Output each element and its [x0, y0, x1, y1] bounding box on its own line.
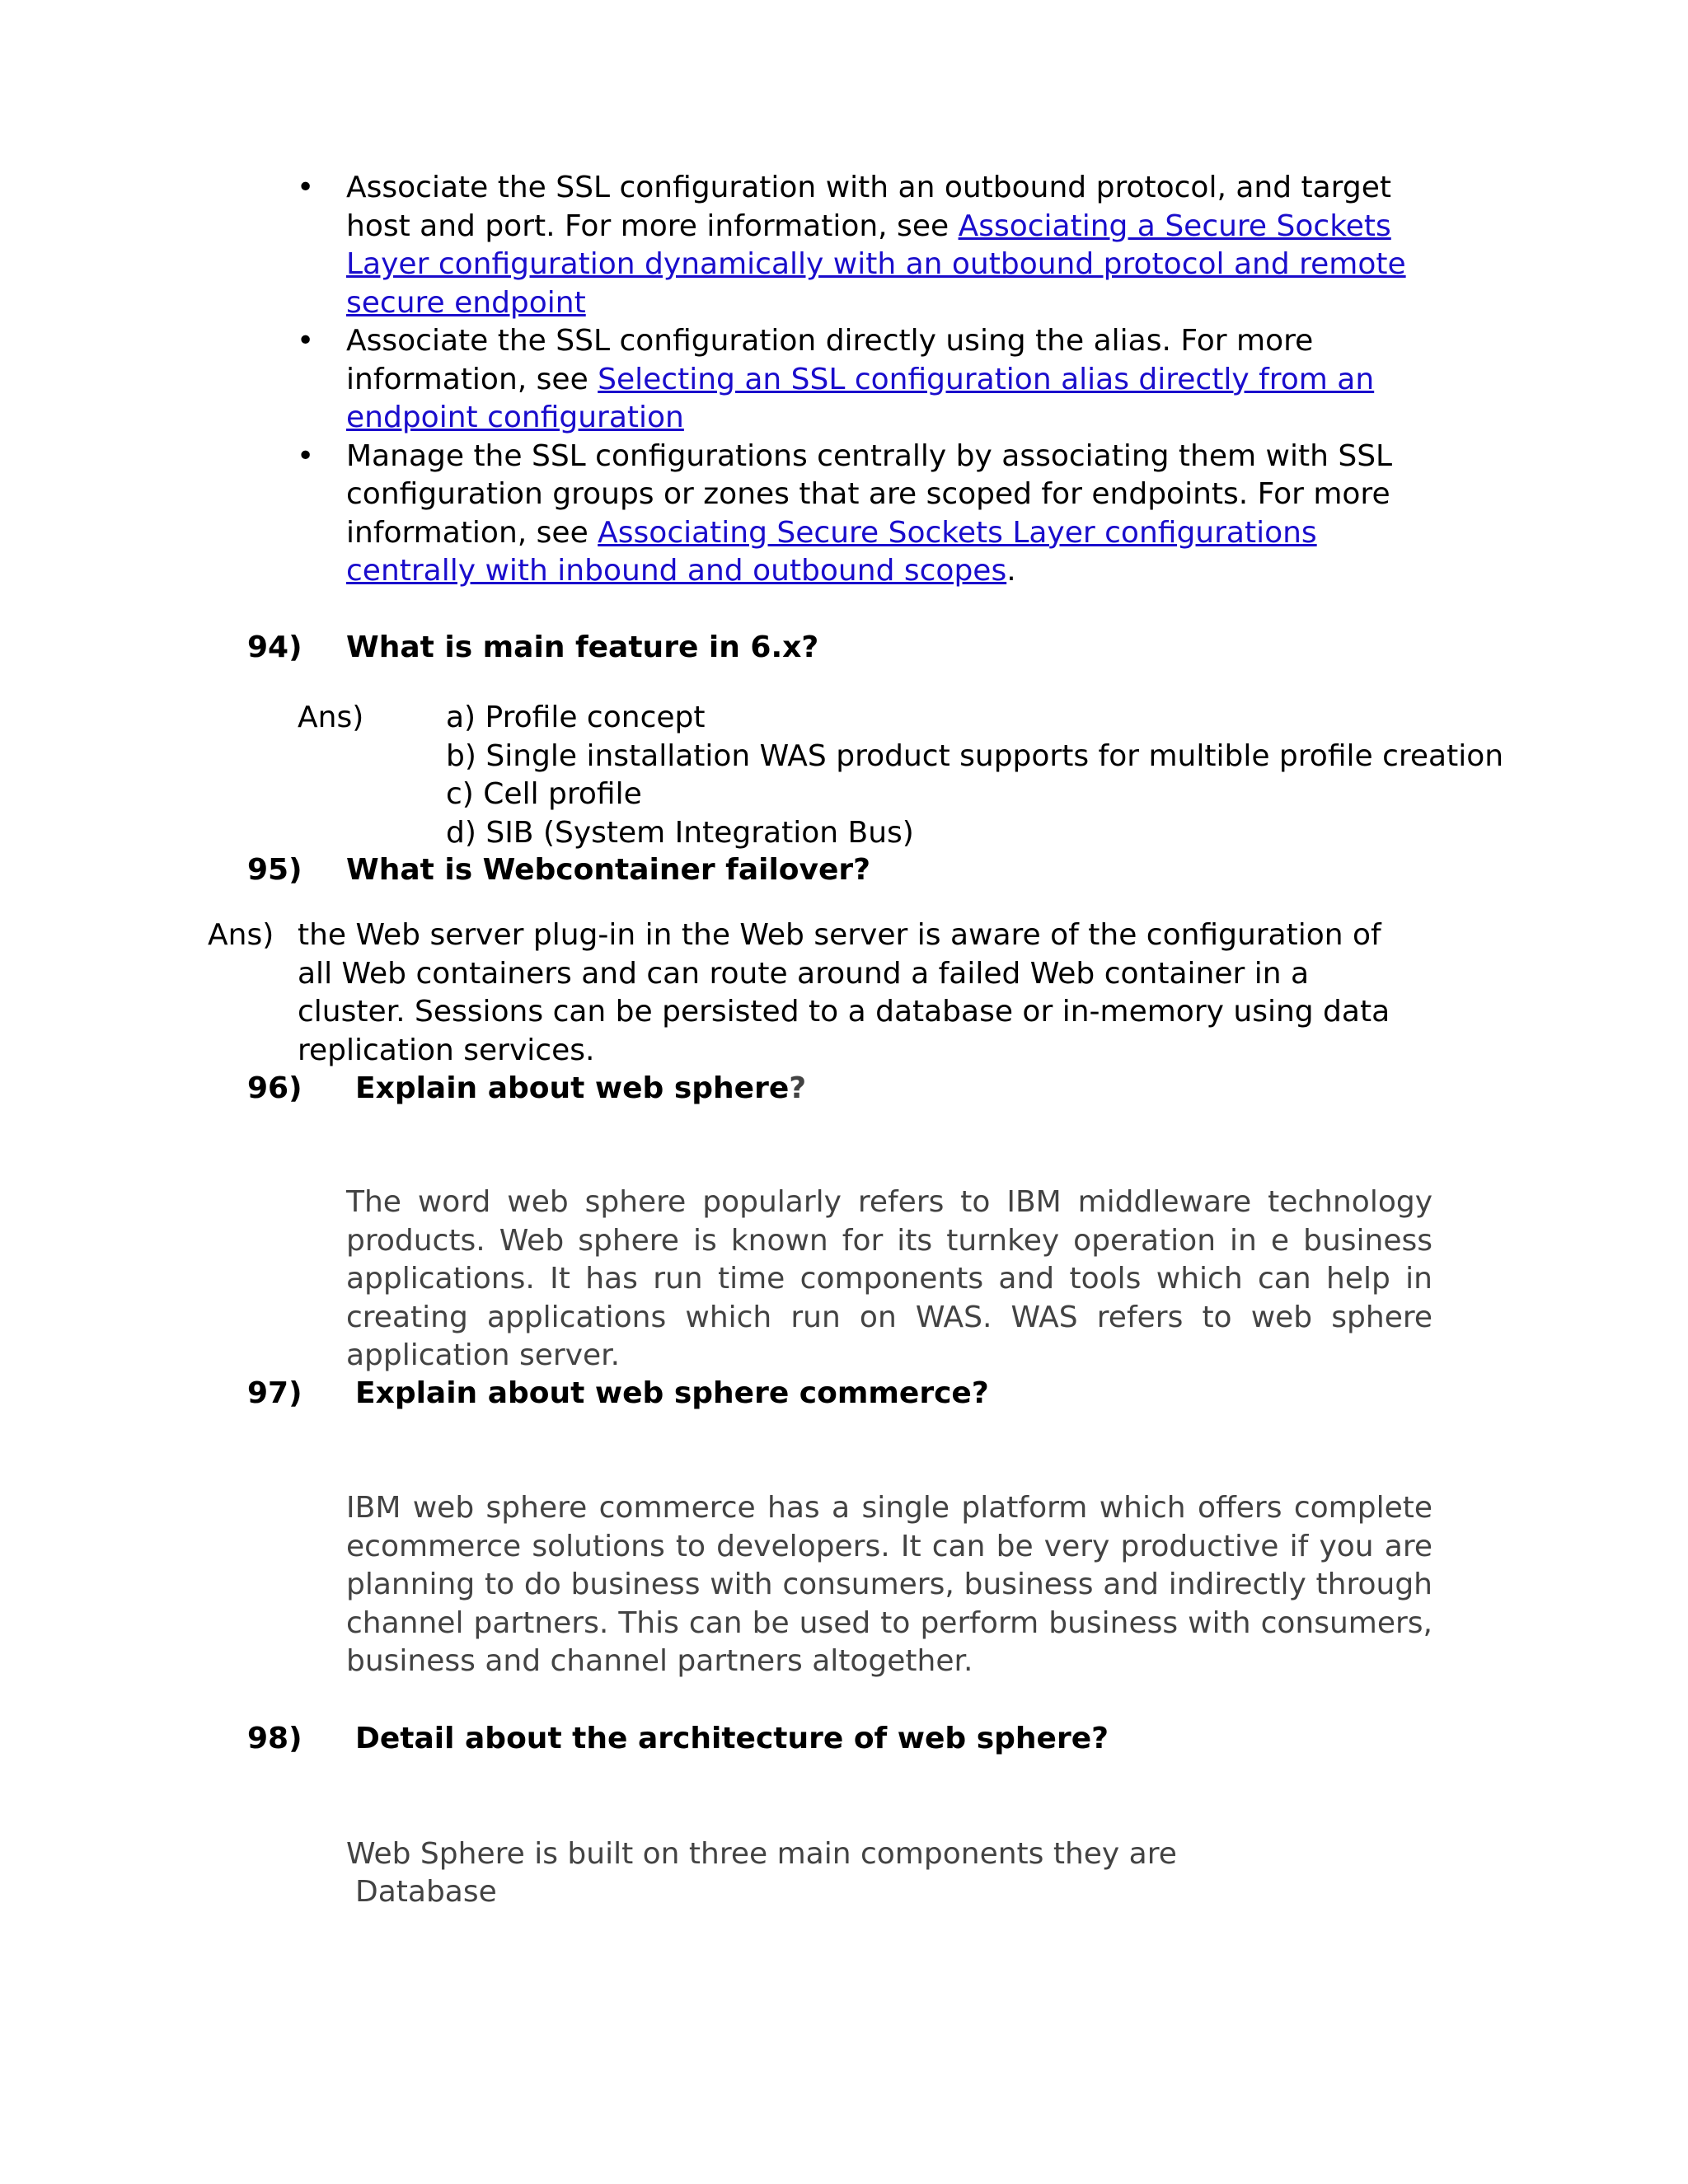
- answer-list-94: [446, 699, 1503, 852]
- question-number: 98): [247, 1722, 302, 1755]
- question-text: Detail about the architecture of web sphere?: [355, 1722, 1109, 1755]
- question-number: 96): [247, 1071, 302, 1105]
- link-associating-ssl-dynamically[interactable]: Associating a Secure Sockets Layer configuration dynamically with an outbound protocol and remote secure endpoint: [346, 209, 1406, 320]
- answer-item: a) Profile concept: [446, 701, 706, 734]
- bullet-item-2: [297, 322, 1442, 438]
- answer-line-98-2: Database: [355, 1875, 497, 1909]
- bullet-text: Manage the SSL configurations centrally by associating them with SSL configuration groups or zones that are scoped for endpoints. For more information, see: [346, 438, 1393, 550]
- question-text: What is main feature in 6.x?: [346, 630, 819, 664]
- bullet-icon: •: [297, 438, 315, 473]
- answer-text-95: the Web server plug-in in the Web server is aware of the configuration of all Web containers and can route around a failed Web container in a cluster. Sessions can be persisted to a database or in-memory using data replication services.: [298, 918, 1390, 1067]
- question-number: 97): [247, 1376, 302, 1410]
- link-associating-ssl-centrally[interactable]: Associating Secure Sockets Layer configurations centrally with inbound and outbound scopes: [346, 515, 1317, 588]
- bullet-after: .: [1006, 554, 1016, 588]
- answer-label-95: Ans): [208, 918, 274, 952]
- bullet-icon: •: [297, 324, 315, 358]
- bullet-item-1: [297, 169, 1442, 322]
- answer-line-98-1: Web Sphere is built on three main components they are: [346, 1837, 1177, 1871]
- question-mark: ?: [789, 1071, 807, 1105]
- answer-item: b) Single installation WAS product supports for multible profile creation: [446, 738, 1504, 773]
- question-text: Explain about web sphere commerce?: [355, 1376, 989, 1410]
- question-number: 94): [247, 630, 302, 664]
- question-text: What is Webcontainer failover?: [346, 853, 871, 887]
- bullet-text: Associate the SSL configuration directly using the alias. For more information, see: [346, 324, 1314, 396]
- question-text: Explain about web sphere: [355, 1071, 790, 1105]
- answer-paragraph-97: IBM web sphere commerce has a single platform which offers complete ecommerce solutions to developers. It can be very productive if you are planning to do business with consumers, business and indirectly through channel partners. This can be used to perform business with consumers, business and channel partners altogether.: [346, 1491, 1432, 1678]
- ssl-bullet-list: [297, 169, 1442, 591]
- link-selecting-ssl-alias[interactable]: Selecting an SSL configuration alias directly from an endpoint configuration: [346, 362, 1375, 434]
- question-number: 95): [247, 853, 302, 887]
- answer-item: d) SIB (System Integration Bus): [446, 815, 914, 850]
- answer-item: c) Cell profile: [446, 777, 642, 811]
- answer-paragraph-96: The word web sphere popularly refers to IBM middleware technology products. Web sphere is known for its turnkey operation in e business applications. It has run time components and tools which can help in creating applications which run on WAS. WAS refers to web sphere application server.: [346, 1185, 1432, 1372]
- bullet-text: Associate the SSL configuration with an outbound protocol, and target host and port. For more information, see: [346, 171, 1391, 243]
- answer-label-94: Ans): [298, 701, 364, 734]
- bullet-item-3: [297, 438, 1442, 591]
- bullet-icon: •: [297, 171, 315, 204]
